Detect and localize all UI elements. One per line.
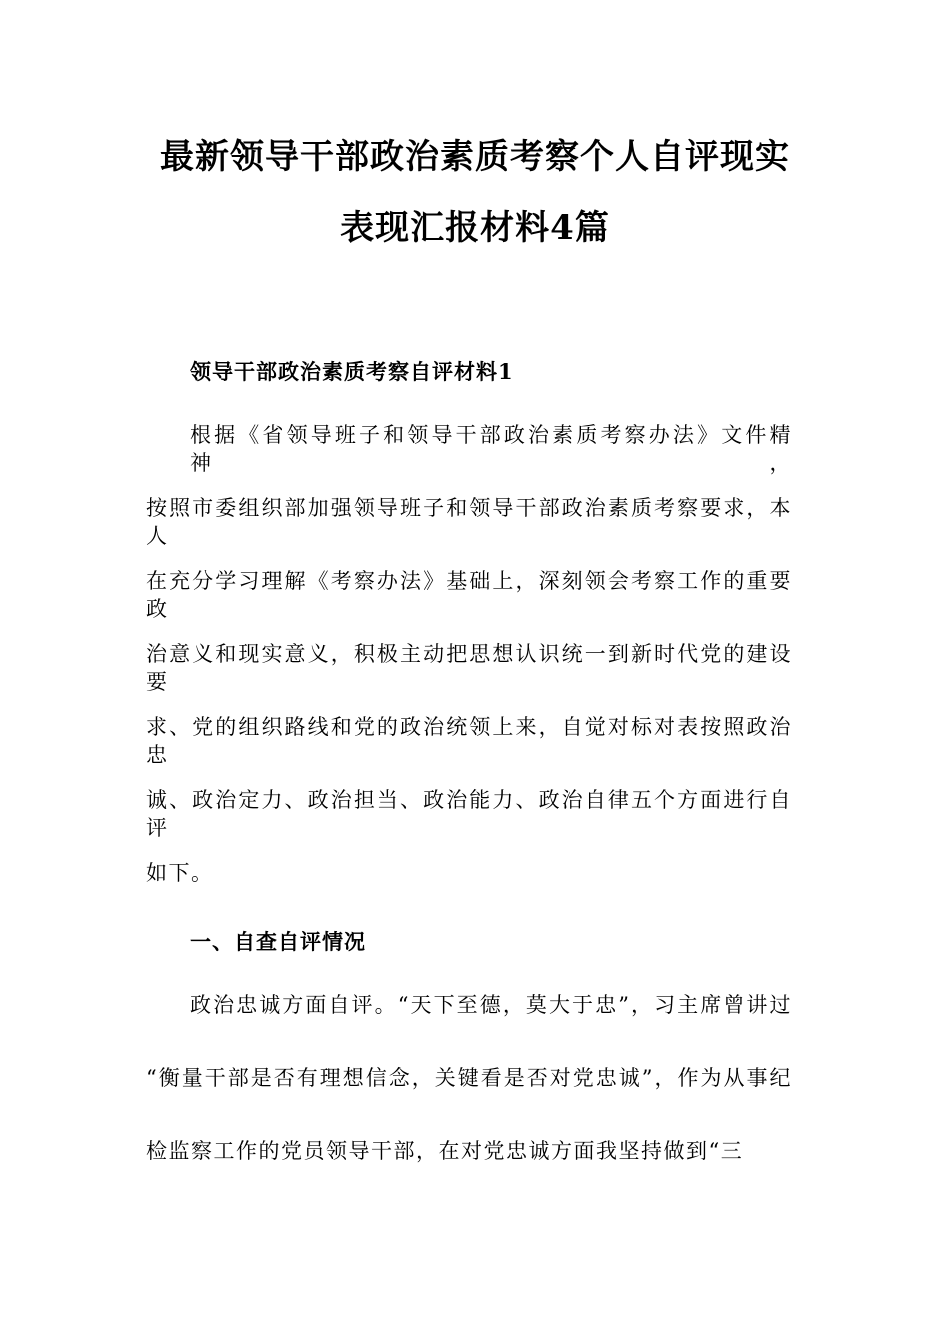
- paragraph-line: 按照市委组织部加强领导班子和领导干部政治素质考察要求，本人: [146, 496, 792, 548]
- subheading: 一、自查自评情况: [190, 929, 366, 954]
- paragraph-line: 在充分学习理解《考察办法》基础上，深刻领会考察工作的重要政: [146, 569, 792, 621]
- paragraph-line: 检监察工作的党员领导干部，在对党忠诚方面我坚持做到“三: [146, 1139, 744, 1163]
- paragraph-line: 求、党的组织路线和党的政治统领上来，自觉对标对表按照政治忠: [146, 715, 792, 767]
- document-title-line-2: 表现汇报材料4篇: [340, 208, 610, 248]
- paragraph-line: “衡量干部是否有理想信念，关键看是否对党忠诚”，作为从事纪: [146, 1066, 792, 1090]
- document-title-line-1: 最新领导干部政治素质考察个人自评现实: [160, 137, 790, 177]
- section-heading: 领导干部政治素质考察自评材料1: [190, 359, 514, 384]
- paragraph-line: 如下。: [146, 861, 214, 885]
- paragraph-line: 诚、政治定力、政治担当、政治能力、政治自律五个方面进行自评: [146, 788, 792, 840]
- paragraph-line: 政治忠诚方面自评。“天下至德，莫大于忠”，习主席曾讲过: [190, 993, 792, 1017]
- paragraph-line: 治意义和现实意义，积极主动把思想认识统一到新时代党的建设要: [146, 642, 792, 694]
- paragraph-line: 根据《省领导班子和领导干部政治素质考察办法》文件精神，: [190, 423, 792, 475]
